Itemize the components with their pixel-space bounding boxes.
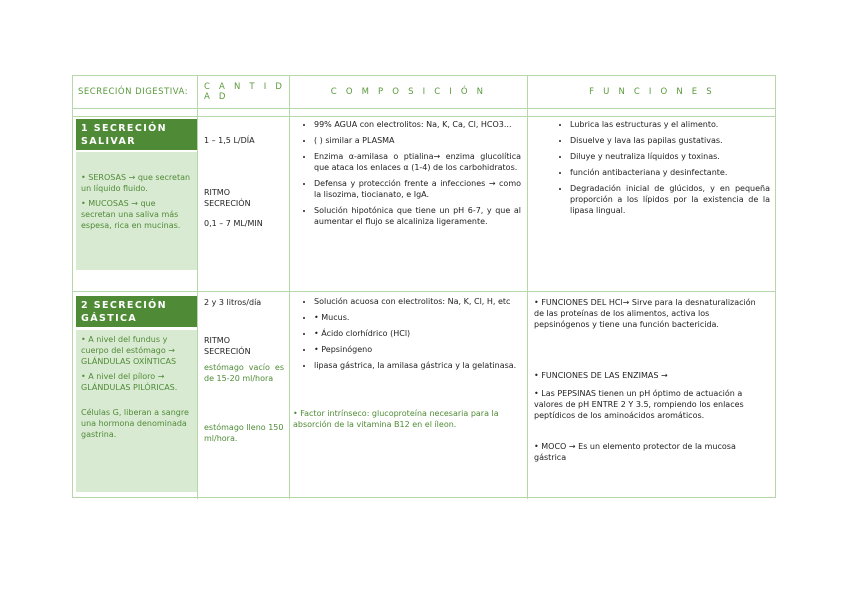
gastrica-composicion-list [290, 296, 527, 371]
gastrica-name-cell [73, 292, 198, 499]
header-col-funciones-label: F U N C I O N E S [589, 87, 715, 97]
gastrica-factor-intrinseco: • Factor intrínseco: glucoproteína necesaria para la absorción de la vitamina B12 en el íleon. [293, 409, 499, 429]
list-item: • Degradación inicial de glúcidos, y en pequeña proporción a los lípidos por la existencia de la lipasa lingual. [570, 183, 770, 216]
header-col-composicion [290, 76, 528, 108]
salivar-type-serosas: • SEROSAS → que secretan un líquido fluido. [81, 173, 191, 193]
header-col-cantidad [198, 76, 290, 108]
gastrica-ritmo-label: RITMO SECRECIÓN [204, 336, 251, 356]
gastrica-ritmo-vacio: estómago vacío es de 15-20 ml/hora [204, 363, 284, 383]
list-item: • Enzima α-amilasa o ptialina→ enzima glucolítica que ataca los enlaces α (1-4) de los carbohidratos. [314, 151, 521, 173]
list-item: • función antibacteriana y desinfectante. [570, 167, 770, 178]
table-row-salivar [73, 117, 775, 292]
spacer-cell [73, 109, 198, 116]
gastrica-funcion-pepsinas: • Las PEPSINAS tienen un pH óptimo de actuación a valores de pH ENTRE 2 Y 3.5, rompiendo los enlaces peptídicos de los aminoácidos aromáticos. [534, 389, 744, 420]
header-col-cantidad-label: C A N T I D A D [204, 82, 286, 102]
list-item: • Disuelve y lava las papilas gustativas. [570, 135, 770, 146]
salivar-type-mucosas: • MUCOSAS → que secretan una saliva más espesa, rica en mucinas. [81, 199, 181, 230]
gastrica-cantidad-cell [198, 292, 290, 499]
salivar-ritmo-label: RITMO SECRECIÓN [204, 188, 251, 208]
table-header-row [73, 76, 775, 109]
salivar-composicion-cell [290, 117, 528, 291]
salivar-cantidad: 1 – 1,5 L/DÍA [204, 136, 255, 145]
salivar-cantidad-cell [198, 117, 290, 291]
gastrica-funcion-enzimas: • FUNCIONES DE LAS ENZIMAS → [534, 371, 668, 380]
list-item: • Solución acuosa con electrolitos: Na, K, Cl, H, etc [314, 296, 521, 307]
spacer-cell [290, 109, 528, 116]
header-col-composicion-label: C O M P O S I C I Ó N [330, 87, 487, 97]
table-row-gastrica [73, 292, 775, 499]
salivar-composicion-list [290, 119, 527, 227]
secretion-table [72, 75, 776, 498]
gastrica-title: 2 SECRECIÓN GÁSTICA [76, 296, 197, 327]
header-col-secrecion-label: SECRECIÓN DIGESTIVA: [78, 87, 189, 97]
gastrica-type-piloricas: • A nivel del píloro → GLÁNDULAS PILÓRICAS. [81, 372, 178, 392]
gastrica-composicion-cell [290, 292, 528, 499]
gastrica-types [76, 330, 197, 492]
list-item: • Defensa y protección frente a infecciones → como la lisozima, tiocianato, e IgA. [314, 178, 521, 200]
list-item: • • Mucus. [314, 312, 521, 323]
salivar-types [76, 152, 197, 270]
list-item: • • Pepsinógeno [314, 344, 521, 355]
gastrica-type-oxinticas: • A nivel del fundus y cuerpo del estómago → GLÁNDULAS OXÍNTICAS [81, 335, 177, 366]
gastrica-cantidad: 2 y 3 litros/día [204, 298, 262, 307]
salivar-funciones-cell [528, 117, 776, 291]
list-item: • Diluye y neutraliza líquidos y toxinas. [570, 151, 770, 162]
salivar-funciones-list [528, 119, 776, 216]
header-col-secrecion [73, 76, 198, 108]
salivar-title: 1 SECRECIÓN SALIVAR [76, 119, 197, 150]
header-col-funciones [528, 76, 776, 108]
list-item: • ( ) similar a PLASMA [314, 135, 521, 146]
gastrica-ritmo-lleno: estómago lleno 150 ml/hora. [204, 423, 284, 443]
list-item: • • Ácido clorhídrico (HCl) [314, 328, 521, 339]
salivar-name-cell [73, 117, 198, 291]
spacer-cell [528, 109, 776, 116]
list-item: • lipasa gástrica, la amilasa gástrica y la gelatinasa. [314, 360, 521, 371]
list-item: • 99% AGUA con electrolitos: Na, K, Ca, Cl, HCO3... [314, 119, 521, 130]
gastrica-celulas-g: Células G, liberan a sangre una hormona denominada gastrina. [81, 408, 189, 439]
gastrica-funcion-moco: • MOCO → Es un elemento protector de la mucosa gástrica [534, 442, 736, 462]
spacer-cell [198, 109, 290, 116]
list-item: • Solución hipotónica que tiene un pH 6-7, y que al aumentar el flujo se alcaliniza ligeramente. [314, 205, 521, 227]
list-item: • Lubrica las estructuras y el alimento. [570, 119, 770, 130]
gastrica-funcion-hcl: • FUNCIONES DEL HCl→ Sirve para la desnaturalización de las proteínas de los alimentos, activa los pepsinógenos y tiene una función bactericida. [534, 298, 756, 329]
gastrica-funciones-cell [528, 292, 776, 499]
spacer-row [73, 109, 775, 117]
salivar-ritmo-value: 0,1 – 7 ML/MIN [204, 219, 263, 228]
